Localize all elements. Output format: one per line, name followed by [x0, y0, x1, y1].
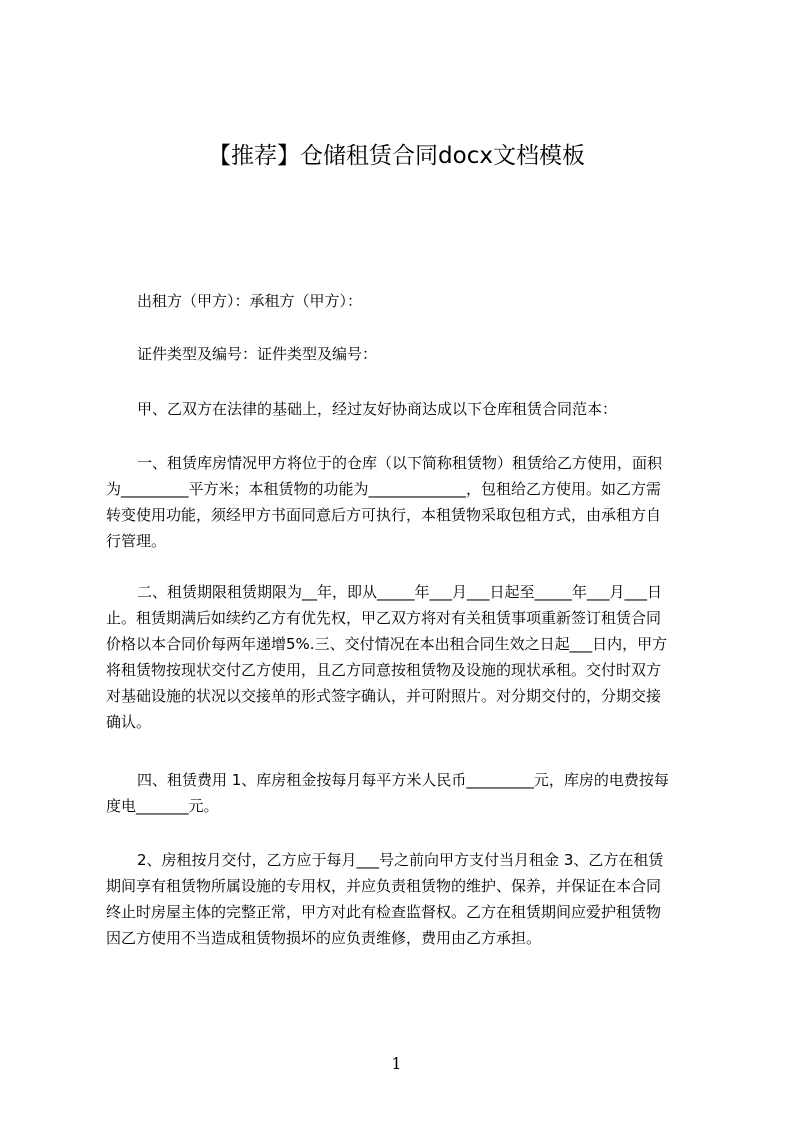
paragraph-section-1	[106, 450, 700, 554]
paragraph-line: 二、租赁期限租赁期限为__年，即从_____年___月___日起至_____年___月___日	[137, 583, 663, 601]
paragraph-section-4-2	[106, 847, 700, 951]
document-title: 【推荐】仓储租赁合同docx文档模板	[208, 143, 585, 169]
paragraph-line: 一、租赁库房情况甲方将位于的仓库（以下简称租赁物）租赁给乙方使用，面积	[137, 454, 663, 472]
paragraph-line: 对基础设施的状况以交接单的形式签字确认，并可附照片。对分期交付的，分期交接	[106, 687, 662, 705]
paragraph-line: 证件类型及编号：证件类型及编号：	[137, 345, 378, 363]
paragraph-line: 行管理。	[106, 532, 167, 550]
paragraph-line: 四、租赁费用 1、库房租金按每月每平方米人民币_________元，库房的电费按每	[137, 771, 669, 789]
paragraph-line: 甲、乙双方在法律的基础上，经过友好协商达成以下仓库租赁合同范本：	[137, 400, 618, 418]
paragraph-section-4	[106, 767, 700, 819]
paragraph-parties	[106, 288, 700, 314]
paragraph-line: 因乙方使用不当造成租赁物损坏的应负责维修，费用由乙方承担。	[106, 929, 542, 947]
paragraph-line: 价格以本合同价每两年递增5%.三、交付情况在本出租合同生效之日起___日内，甲方	[106, 635, 668, 653]
paragraph-line: 为_________平方米；本租赁物的功能为_____________，包租给乙方使用。如乙方需	[106, 480, 662, 498]
paragraph-line: 转变使用功能，须经甲方书面同意后方可执行，本租赁物采取包租方式，由承租方自	[106, 506, 662, 524]
paragraph-line: 确认。	[106, 713, 152, 731]
paragraph-line: 期间享有租赁物所属设施的专用权，并应负责租赁物的维护、保养，并保证在本合同	[106, 877, 662, 895]
paragraph-intro	[106, 396, 700, 422]
paragraph-line: 将租赁物按现状交付乙方使用，且乙方同意按租赁物及设施的现状承租。交付时双方	[106, 661, 662, 679]
paragraph-line: 度电_______元。	[106, 797, 219, 815]
paragraph-line: 出租方（甲方）：承租方（甲方）：	[137, 292, 363, 310]
paragraph-line: 2、房租按月交付，乙方应于每月___号之前向甲方支付当月租金 3、乙方在租赁	[137, 851, 664, 869]
paragraph-id-type	[106, 341, 700, 367]
paragraph-line: 终止时房屋主体的完整正常，甲方对此有检查监督权。乙方在租赁期间应爱护租赁物	[106, 903, 662, 921]
page-number: 1	[391, 1054, 402, 1073]
paragraph-section-2	[106, 579, 700, 735]
paragraph-line: 止。租赁期满后如续约乙方有优先权，甲乙双方将对有关租赁事项重新签订租赁合同	[106, 609, 662, 627]
